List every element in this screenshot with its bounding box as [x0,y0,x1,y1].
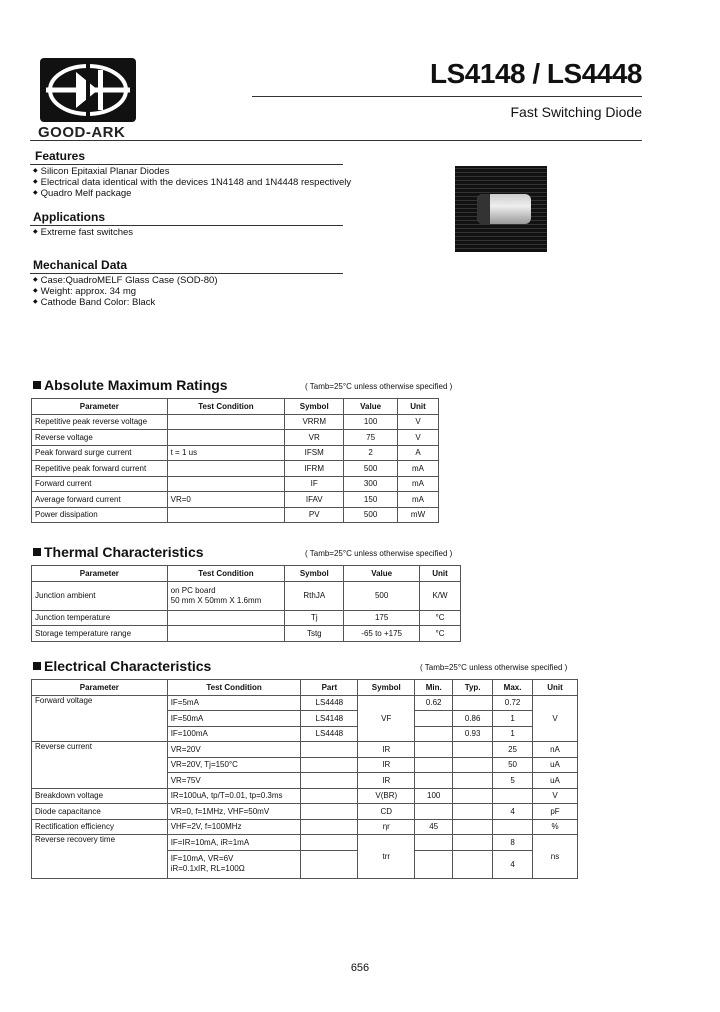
table-row [32,804,578,820]
table-cell [301,757,358,773]
table-row [32,581,461,610]
features-title: Features [35,149,86,163]
table-cell [301,742,358,758]
table-cell: 0.62 [415,695,453,711]
table-cell: Forward current [32,476,168,492]
table-cell: IF=IR=10mA, iR=1mA [167,835,301,851]
table-cell: Reverse recovery time [32,835,168,879]
table-header-row [32,566,461,582]
table-cell: Forward voltage [32,695,168,742]
table-cell [415,742,453,758]
table-cell [301,773,358,789]
table-cell [167,507,285,523]
table-cell: Junction ambient [32,581,168,610]
table-cell: ηr [358,819,415,835]
table-cell [453,695,493,711]
table-row [32,819,578,835]
page-title: LS4148 / LS4448 [430,58,642,89]
col-header: Max. [493,680,533,696]
table-cell [453,819,493,835]
table-cell: IR [358,773,415,789]
table-cell [453,850,493,878]
table-cell [301,788,358,804]
table-cell: VRRM [285,414,344,430]
table-row [32,476,439,492]
table-row [32,610,461,626]
thermal-note: ( Tamb=25°C unless otherwise specified ) [305,549,453,558]
table-cell [167,461,285,477]
table-cell [415,757,453,773]
table-row [32,461,439,477]
table-cell: LS4148 [301,711,358,727]
table-cell: 0.93 [453,726,493,742]
table-cell: V [533,788,578,804]
table-cell: IF=10mA, VR=6V iR=0.1xIR, RL=100Ω [167,850,301,878]
table-cell: VR=20V, Tj=150°C [167,757,301,773]
table-header-row [32,680,578,696]
table-cell: IR [358,742,415,758]
logo-text: GOOD-ARK [38,124,126,141]
table-cell: 100 [415,788,453,804]
table-cell: Diode capacitance [32,804,168,820]
table-cell: 75 [344,430,398,446]
table-cell: V(BR) [358,788,415,804]
table-cell: 1 [493,711,533,727]
table-cell: IFSM [285,445,344,461]
table-cell: 5 [493,773,533,789]
table-row [32,742,578,758]
features-rule [30,164,343,165]
table-cell: VR=20V [167,742,301,758]
col-header: Typ. [453,680,493,696]
table-cell [415,835,453,851]
table-row [32,835,578,851]
table-cell [415,711,453,727]
table-cell: V [398,414,439,430]
abs-max-table [31,398,439,523]
table-row [32,492,439,508]
table-cell [301,804,358,820]
table-cell: on PC board 50 mm X 50mm X 1.6mm [167,581,285,610]
col-header: Test Condition [167,399,285,415]
table-cell: Power dissipation [32,507,168,523]
table-cell: 2 [344,445,398,461]
table-cell [415,804,453,820]
header-divider [30,140,642,141]
abs-max-title: Absolute Maximum Ratings [33,377,228,393]
table-cell: mA [398,476,439,492]
col-header: Unit [420,566,461,582]
col-header: Unit [398,399,439,415]
table-cell [493,788,533,804]
features-list [33,166,351,199]
table-cell [453,788,493,804]
col-header: Parameter [32,680,168,696]
mechanical-title: Mechanical Data [33,258,128,272]
table-cell: V [533,695,578,742]
table-cell [453,804,493,820]
table-cell: 0.72 [493,695,533,711]
table-cell: IF=5mA [167,695,301,711]
table-cell [493,819,533,835]
table-cell: Tstg [285,626,344,642]
table-cell: IR=100uA, tp/T=0.01, tp=0.3ms [167,788,301,804]
table-row [32,430,439,446]
col-header: Test Condition [167,680,301,696]
table-cell: mW [398,507,439,523]
table-cell: 100 [344,414,398,430]
col-header: Value [344,399,398,415]
mechanical-rule [30,273,343,274]
list-item: ◆ Silicon Epitaxial Planar Diodes [33,166,351,177]
col-header: Test Condition [167,566,285,582]
table-cell: pF [533,804,578,820]
table-row [32,414,439,430]
table-cell: mA [398,492,439,508]
table-cell: 4 [493,850,533,878]
table-cell: t = 1 us [167,445,285,461]
table-cell [167,476,285,492]
col-header: Value [344,566,420,582]
table-cell: PV [285,507,344,523]
table-cell: 50 [493,757,533,773]
table-cell [453,835,493,851]
electrical-table [31,679,578,879]
list-item: ◆ Extreme fast switches [33,227,133,238]
table-cell [453,742,493,758]
table-header-row [32,399,439,415]
company-logo [40,58,136,122]
col-header: Parameter [32,566,168,582]
table-cell: IF [285,476,344,492]
col-header: Part [301,680,358,696]
table-cell: K/W [420,581,461,610]
col-header: Symbol [285,399,344,415]
table-cell: °C [420,610,461,626]
table-cell: 45 [415,819,453,835]
page-subtitle: Fast Switching Diode [510,104,642,120]
title-divider [252,96,642,97]
table-cell: % [533,819,578,835]
table-cell: 150 [344,492,398,508]
table-cell: V [398,430,439,446]
table-cell: VR=75V [167,773,301,789]
table-cell: 175 [344,610,420,626]
list-item: ◆ Cathode Band Color: Black [33,297,218,308]
table-cell [453,773,493,789]
table-cell: Reverse voltage [32,430,168,446]
table-cell: uA [533,773,578,789]
table-cell: nA [533,742,578,758]
abs-max-note: ( Tamb=25°C unless otherwise specified ) [305,382,453,391]
table-cell: 25 [493,742,533,758]
col-header: Unit [533,680,578,696]
table-cell [167,610,285,626]
electrical-title: Electrical Characteristics [33,658,211,674]
applications-list [33,227,133,238]
list-item: ◆ Quadro Melf package [33,188,351,199]
col-header: Min. [415,680,453,696]
table-cell [415,850,453,878]
thermal-table [31,565,461,642]
col-header: Parameter [32,399,168,415]
table-cell: °C [420,626,461,642]
table-cell: mA [398,461,439,477]
table-cell [415,773,453,789]
table-cell: RthJA [285,581,344,610]
table-cell: 4 [493,804,533,820]
col-header: Symbol [285,566,344,582]
table-row [32,445,439,461]
table-cell [301,850,358,878]
applications-rule [30,225,343,226]
table-cell [167,430,285,446]
table-cell: VHF=2V, f=100MHz [167,819,301,835]
table-cell: VF [358,695,415,742]
table-cell: uA [533,757,578,773]
list-item: ◆ Case:QuadroMELF Glass Case (SOD-80) [33,275,218,286]
table-cell [453,757,493,773]
diode-logo-icon [40,58,136,122]
table-cell [301,819,358,835]
table-cell: Rectification efficiency [32,819,168,835]
list-item: ◆ Electrical data identical with the devices 1N4148 and 1N4448 respectively [33,177,351,188]
table-cell: Storage temperature range [32,626,168,642]
table-cell: Repetitive peak reverse voltage [32,414,168,430]
table-cell: Tj [285,610,344,626]
table-cell: 500 [344,581,420,610]
diode-package [477,194,531,224]
list-item: ◆ Weight: approx. 34 mg [33,286,218,297]
table-cell: LS4448 [301,726,358,742]
table-cell: LS4448 [301,695,358,711]
table-cell: trr [358,835,415,879]
table-cell: IF=100mA [167,726,301,742]
table-cell: Junction temperature [32,610,168,626]
table-cell: Average forward current [32,492,168,508]
table-cell: CD [358,804,415,820]
thermal-title: Thermal Characteristics [33,544,204,560]
table-cell: 8 [493,835,533,851]
table-cell: IF=50mA [167,711,301,727]
applications-title: Applications [33,210,106,224]
table-cell: Breakdown voltage [32,788,168,804]
table-cell: 1 [493,726,533,742]
page-number: 656 [350,962,370,974]
table-row [32,695,578,711]
table-cell: VR=0, f=1MHz, VHF=50mV [167,804,301,820]
table-cell: 500 [344,507,398,523]
table-cell: VR [285,430,344,446]
electrical-note: ( Tamb=25°C unless otherwise specified ) [420,663,568,672]
table-cell: Peak forward surge current [32,445,168,461]
table-cell: Reverse current [32,742,168,789]
table-cell: A [398,445,439,461]
table-cell: 500 [344,461,398,477]
table-row [32,626,461,642]
cathode-band [477,194,490,224]
table-cell [167,414,285,430]
table-cell [167,626,285,642]
table-row [32,507,439,523]
table-cell: VR=0 [167,492,285,508]
col-header: Symbol [358,680,415,696]
table-cell: ns [533,835,578,879]
table-cell [415,726,453,742]
table-cell: 0.86 [453,711,493,727]
table-cell: IFRM [285,461,344,477]
table-row [32,788,578,804]
table-cell: IFAV [285,492,344,508]
mechanical-list [33,275,218,308]
table-cell [301,835,358,851]
table-cell: 300 [344,476,398,492]
product-photo [455,166,547,252]
table-cell: -65 to +175 [344,626,420,642]
table-cell: IR [358,757,415,773]
table-cell: Repetitive peak forward current [32,461,168,477]
